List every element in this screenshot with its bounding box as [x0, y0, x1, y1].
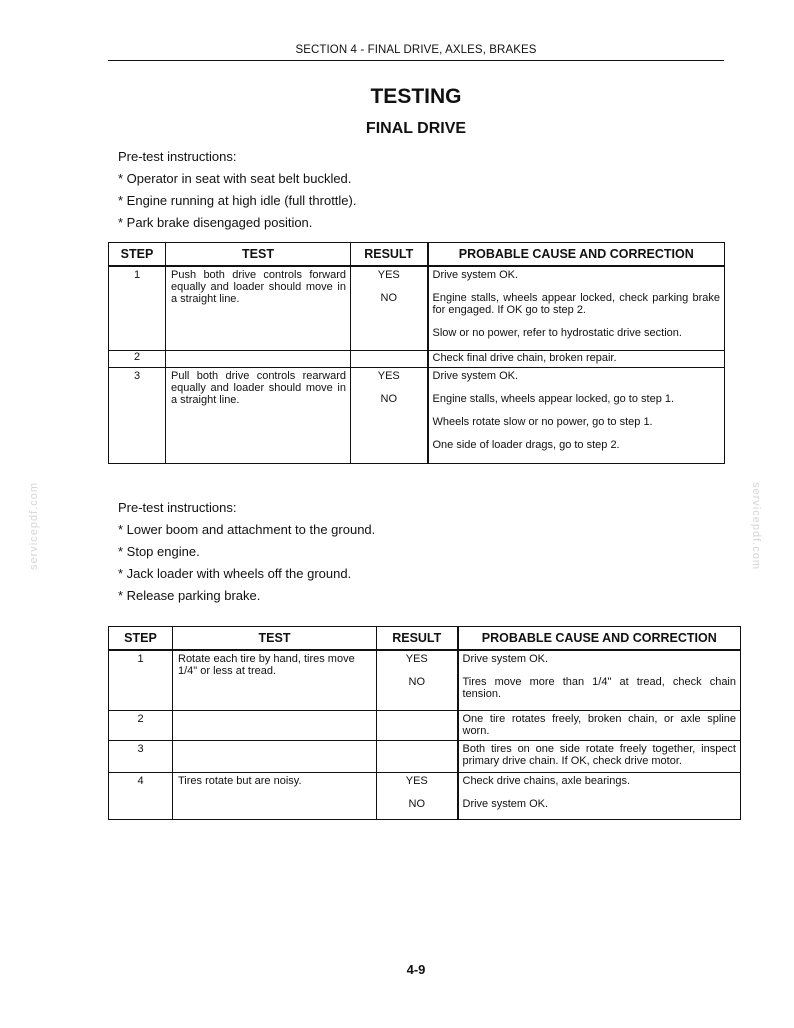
pretest-item: * Jack loader with wheels off the ground.: [118, 566, 352, 581]
test-text: Push both drive controls forward equally and loader should move in a straight line.: [171, 269, 346, 305]
step-cell: 4: [109, 772, 173, 819]
pretest-item: * Operator in seat with seat belt buckled.: [118, 171, 352, 186]
pretest-item: * Engine running at high idle (full throttle).: [118, 193, 357, 208]
result-value: YES: [405, 653, 428, 665]
result-cell: [377, 740, 458, 772]
result-value: YES: [405, 774, 428, 787]
result-cell: [377, 772, 458, 819]
table-row: [109, 350, 725, 367]
cause-cell: [458, 740, 741, 772]
watermark-right: servicepdf.com: [749, 482, 762, 570]
result-value: NO: [380, 392, 397, 405]
header-rule: [108, 60, 724, 61]
test-cell: [173, 740, 377, 772]
table-row: [109, 772, 741, 819]
result-cell: [377, 650, 458, 710]
test-cell: [173, 772, 377, 819]
cause-cell: [458, 710, 741, 740]
cause-cell: [428, 350, 725, 367]
result-value: [351, 414, 427, 437]
page-number: 4-9: [406, 962, 426, 977]
wheel-rotation-test-table: [108, 626, 741, 820]
col-test-header: TEST: [173, 627, 377, 651]
test-cell: [173, 650, 377, 710]
result-cell: [351, 350, 428, 367]
pretest-heading: Pre-test instructions:: [118, 149, 237, 164]
result-value: [351, 325, 427, 348]
pretest-heading: Pre-test instructions:: [118, 500, 237, 515]
col-test-header: TEST: [166, 243, 351, 267]
cause-text: Wheels rotate slow or no power, go to step 1.: [432, 415, 653, 428]
pretest-item: * Park brake disengaged position.: [118, 215, 313, 230]
col-result-header: RESULT: [377, 627, 458, 651]
pretest-item: * Lower boom and attachment to the ground.: [118, 522, 376, 537]
cause-text: Check final drive chain, broken repair.: [432, 351, 617, 364]
step-cell: 2: [109, 710, 173, 740]
cause-cell: [458, 772, 741, 819]
step-cell: 1: [109, 650, 173, 710]
result-cell: [351, 367, 428, 463]
cause-text: Drive system OK.: [432, 369, 519, 382]
cause-text: Slow or no power, refer to hydrostatic drive section.: [432, 327, 682, 339]
result-value: NO: [408, 676, 425, 688]
test-cell: [166, 350, 351, 367]
cause-text: Check drive chains, axle bearings.: [462, 774, 631, 787]
step-cell: 3: [109, 367, 166, 463]
cause-text: Engine stalls, wheels appear locked, go to step 1.: [432, 392, 675, 405]
col-cause-header: PROBABLE CAUSE AND CORRECTION: [428, 243, 725, 267]
cause-cell: [428, 367, 725, 463]
result-value: NO: [380, 292, 397, 304]
pretest-item: * Stop engine.: [118, 544, 200, 559]
table-row: [109, 740, 741, 772]
col-step-header: STEP: [109, 243, 166, 267]
result-value: YES: [377, 369, 400, 382]
table-row: [109, 266, 725, 350]
result-value: [377, 741, 457, 764]
cause-cell: [428, 266, 725, 350]
step-cell: 3: [109, 740, 173, 772]
pretest-instructions-1: [118, 146, 356, 234]
pretest-item: * Release parking brake.: [118, 588, 261, 603]
cause-text: Both tires on one side rotate freely together, inspect primary drive chain. If OK, check drive motor.: [462, 742, 736, 767]
result-value: [351, 351, 427, 367]
pretest-instructions-2: [118, 497, 375, 607]
test-cell: [173, 710, 377, 740]
result-value: [377, 711, 457, 734]
test-text: Rotate each tire by hand, tires move 1/4" or less at tread.: [178, 653, 355, 677]
cause-text: Engine stalls, wheels appear locked, check parking brake for engaged. If OK go to step 2.: [432, 292, 720, 316]
col-result-header: RESULT: [351, 243, 428, 267]
step-cell: 2: [109, 350, 166, 367]
table-row: [109, 367, 725, 463]
cause-text: Drive system OK.: [462, 653, 549, 665]
table-row: [109, 710, 741, 740]
cause-text: One side of loader drags, go to step 2.: [432, 438, 620, 451]
cause-text: Tires move more than 1/4" at tread, check chain tension.: [462, 676, 736, 700]
cause-text: One tire rotates freely, broken chain, or axle spline worn.: [462, 712, 736, 737]
test-cell: [166, 266, 351, 350]
test-cell: [166, 367, 351, 463]
page-title: TESTING: [370, 85, 462, 108]
test-text: Tires rotate but are noisy.: [178, 774, 302, 787]
result-value: [351, 437, 427, 460]
cause-text: Drive system OK.: [432, 269, 519, 281]
final-drive-test-table: [108, 242, 725, 464]
result-cell: [351, 266, 428, 350]
result-value: YES: [377, 269, 400, 281]
section-header: SECTION 4 - FINAL DRIVE, AXLES, BRAKES: [295, 44, 537, 56]
col-cause-header: PROBABLE CAUSE AND CORRECTION: [458, 627, 741, 651]
page-subtitle: FINAL DRIVE: [365, 120, 467, 137]
step-cell: 1: [109, 266, 166, 350]
cause-text: Drive system OK.: [462, 797, 549, 810]
table-row: [109, 650, 741, 710]
watermark-left: servicepdf.com: [27, 482, 40, 570]
col-step-header: STEP: [109, 627, 173, 651]
result-value: NO: [408, 797, 425, 810]
test-text: Pull both drive controls rearward equally and loader should move in a straight line.: [171, 369, 346, 406]
cause-cell: [458, 650, 741, 710]
result-cell: [377, 710, 458, 740]
